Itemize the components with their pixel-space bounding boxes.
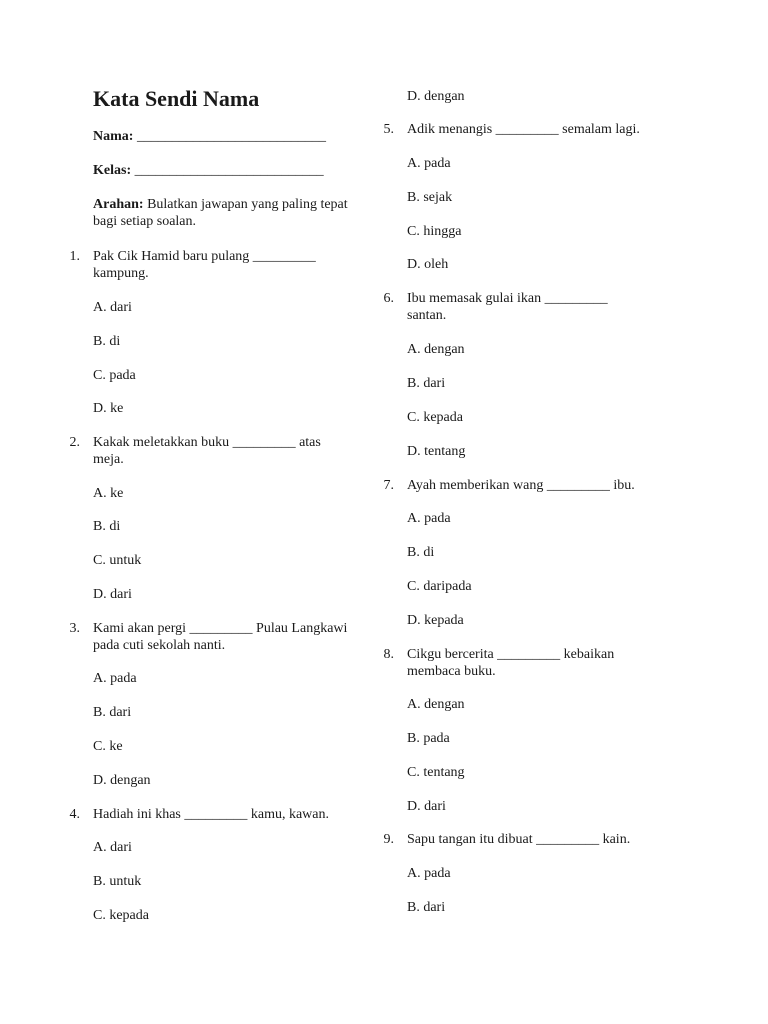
question-text: Cikgu bercerita _________ kebaikan membaca buku. <box>407 647 615 679</box>
option-a: A. pada <box>407 511 451 526</box>
option-c: C. kepada <box>93 908 149 923</box>
instructions <box>93 196 353 230</box>
option-c: C. untuk <box>93 553 142 568</box>
question-number: 1. <box>69 249 80 264</box>
option-d: D. dari <box>407 799 446 814</box>
option-c: C. tentang <box>407 765 465 780</box>
option-a: A. dengan <box>407 697 465 712</box>
option-b: B. dari <box>407 376 446 391</box>
option-c: C. ke <box>93 739 123 754</box>
question-number: 7. <box>383 478 394 493</box>
option-d: D. tentang <box>407 444 466 459</box>
class-label: Kelas: <box>93 163 132 178</box>
option-a: A. ke <box>93 486 124 501</box>
option-c: C. daripada <box>407 579 472 594</box>
option-a: A. pada <box>407 156 451 171</box>
question-number: 6. <box>383 291 394 306</box>
option-b: B. dari <box>93 705 132 720</box>
option-d: D. dari <box>93 587 132 602</box>
option-d: D. ke <box>93 401 124 416</box>
option-a: A. dari <box>93 840 132 855</box>
option-c: C. pada <box>93 368 136 383</box>
option-b: B. di <box>93 334 121 349</box>
instructions-label: Arahan: <box>93 197 144 212</box>
class-line: ___________________________ <box>134 163 324 178</box>
option-b: B. dari <box>407 900 446 915</box>
option-d: D. dengan <box>93 773 151 788</box>
name-line: ___________________________ <box>136 129 326 144</box>
question-number: 9. <box>383 832 394 847</box>
option-a: A. dari <box>93 300 132 315</box>
question-text: Ibu memasak gulai ikan _________ santan. <box>407 291 608 323</box>
option-b: B. sejak <box>407 190 453 205</box>
option-a: A. pada <box>407 866 451 881</box>
question-number: 4. <box>69 807 80 822</box>
question-number: 2. <box>69 435 80 450</box>
question-text: Kami akan pergi _________ Pulau Langkawi pada cuti sekolah nanti. <box>93 621 348 653</box>
option-a: A. dengan <box>407 342 465 357</box>
option-b: B. untuk <box>93 874 142 889</box>
question-text: Hadiah ini khas _________ kamu, kawan. <box>93 807 330 822</box>
question-text: Sapu tangan itu dibuat _________ kain. <box>407 832 631 847</box>
option-b: B. pada <box>407 731 450 746</box>
question-number: 5. <box>383 122 394 137</box>
option-d: D. dengan <box>407 89 465 104</box>
question-number: 8. <box>383 647 394 662</box>
instructions-text: Bulatkan jawapan yang paling tepat bagi setiap soalan. <box>93 197 348 229</box>
option-b: B. di <box>407 545 435 560</box>
option-d: D. kepada <box>407 613 464 628</box>
question-text: Kakak meletakkan buku _________ atas meja. <box>93 435 321 467</box>
option-d: D. oleh <box>407 257 449 272</box>
option-c: C. hingga <box>407 224 462 239</box>
name-label: Nama: <box>93 129 134 144</box>
question-text: Ayah memberikan wang _________ ibu. <box>407 478 635 493</box>
option-a: A. pada <box>93 671 137 686</box>
question-number: 3. <box>69 621 80 636</box>
class-field <box>93 163 324 179</box>
name-field <box>93 129 326 145</box>
question-text: Pak Cik Hamid baru pulang _________ kampung. <box>93 249 316 281</box>
page-title: Kata Sendi Nama <box>93 86 260 111</box>
option-b: B. di <box>93 519 121 534</box>
question-text: Adik menangis _________ semalam lagi. <box>407 122 640 137</box>
option-c: C. kepada <box>407 410 463 425</box>
